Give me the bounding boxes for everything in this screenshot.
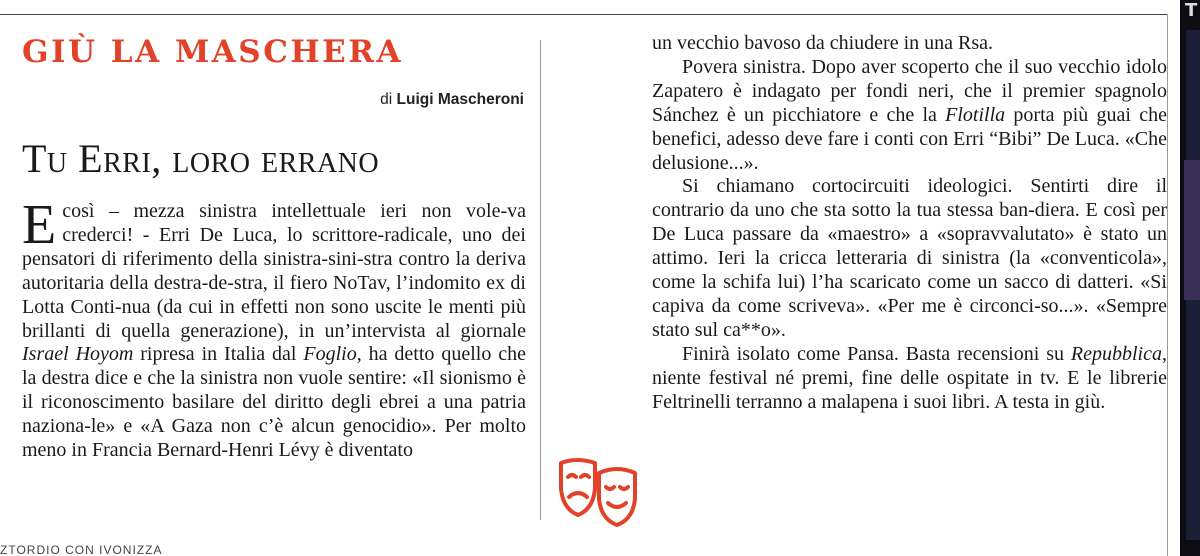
text-run: porta più guai che benefici, adesso deve fare i conti con Erri “Bibi” De Luca. «Che delusione...». — [652, 103, 1167, 174]
adjacent-article-edge: T — [1180, 0, 1200, 556]
text-run: , ha detto quello che la destra dice e che la sinistra non vuole sentire: «Il sionismo è il riconoscimento basilare del diritto degli ebrei a una patria naziona-le» e «A Gaza non c’è alcun genocidio». Per molto meno in Francia Bernard-Henri Lévy è diventato — [22, 343, 526, 462]
byline-author: Luigi Mascheroni — [396, 91, 524, 108]
text-run: Si chiamano cortocircuiti ideologici. Sentirti dire il contrario da uno che sta sotto la tua stessa ban-diera. E così per De Luca passare da «maestro» a «sopravvalutato» è stato un attimo. Ieri la cricca letteraria di sinistra (la «conventicola», come la schifa lui) l’ha scaricato come un sacco di datteri. «Si capiva da come scriveva». «Per me è circonci-so...». «Sempre stato sul ca**o». — [652, 175, 1167, 341]
article-paragraph — [652, 56, 1167, 176]
article-column-left — [22, 194, 526, 463]
top-rule — [0, 14, 1168, 15]
article-column-right — [652, 32, 1167, 415]
theater-masks-icon — [555, 455, 641, 529]
text-run: ripresa in Italia dal — [133, 343, 304, 366]
italic-title: Flotilla — [945, 103, 1006, 126]
drop-cap: E — [22, 194, 57, 256]
byline — [380, 90, 524, 110]
headline: Tu Erri, loro errano — [22, 136, 380, 181]
column-rule-right — [1167, 14, 1168, 556]
column-rule — [540, 40, 541, 520]
text-run: Finirà isolato come Pansa. Basta recensioni su — [682, 342, 1071, 365]
bottom-text: ZTORDIO CON IVONIZZA — [0, 544, 163, 556]
text-run: un vecchio bavoso da chiudere in una Rsa. — [652, 32, 994, 54]
bottom-cropped-text — [0, 544, 1168, 556]
article-paragraph — [652, 343, 1167, 415]
article-paragraph — [22, 194, 526, 463]
article-paragraph — [652, 32, 1167, 56]
italic-title: Repubblica — [1070, 342, 1162, 365]
byline-prefix: di — [380, 91, 393, 108]
italic-title: Foglio — [303, 343, 357, 366]
rubric-title: GIÙ LA MASCHERA — [22, 34, 404, 70]
article-paragraph — [652, 175, 1167, 342]
text-run: Povera sinistra. Dopo aver scoperto che il suo vecchio idolo Zapatero è indagato per fondi neri, che il premier spagnolo Sánchez è un picchiatore e che la — [652, 55, 1167, 126]
italic-title: Israel Hoyom — [22, 343, 134, 366]
text-run: così – mezza sinistra intellettuale ieri non vole-va crederci! - Erri De Luca, lo scrittore-radicale, uno dei pensatori di riferimento della sinistra-sini-stra contro la deriva autoritaria della destra-de-stra, il fiero NoTav, l’indomito ex di Lotta Conti-nua (da cui in effetti non sono uscite le menti più brillanti di quella generazione), in un’intervista al giornale — [22, 200, 526, 342]
text-run: , niente festival né premi, fine delle ospitate in tv. E le librerie Feltrinelli terranno a malapena i suoi libri. A testa in giù. — [652, 342, 1167, 413]
